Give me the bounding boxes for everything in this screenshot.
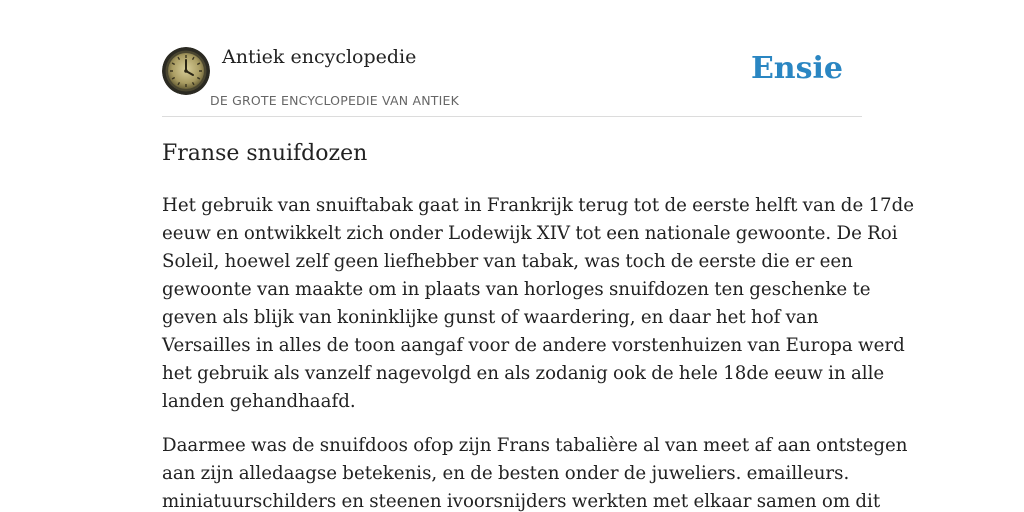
article-paragraph — [162, 432, 908, 512]
article — [162, 138, 915, 512]
ensie-logo-link[interactable]: Ensie — [750, 51, 843, 86]
paragraph-line: landen gehandhaafd. — [162, 391, 356, 412]
site-header — [162, 44, 862, 117]
paragraph-line: het gebruik als vanzelf nagevolgd en als zodanig ook de hele 18de eeuw in alle — [162, 363, 885, 384]
site-subtitle: DE GROTE ENCYCLOPEDIE VAN ANTIEK — [210, 93, 459, 108]
paragraph-line: Het gebruik van snuiftabak gaat in Frankrijk terug tot de eerste helft van de 17de — [162, 195, 915, 216]
paragraph-line: miniatuurschilders en steenen ivoorsnijders werkten met elkaar samen om dit — [162, 491, 881, 512]
paragraph-line: geven als blijk van koninklijke gunst of waardering, en daar het hof van — [162, 307, 819, 328]
paragraph-line: aan zijn alledaagse betekenis, en de besten onder de juweliers. emailleurs. — [162, 463, 850, 484]
paragraph-line: Daarmee was de snuifdoos ofop zijn Frans tabalière al van meet af aan ontstegen — [162, 435, 908, 456]
antique-clock-icon[interactable] — [162, 47, 210, 95]
paragraph-line: gewoonte van maakte om in plaats van horloges snuifdozen ten geschenke te — [162, 279, 871, 300]
article-paragraph — [162, 192, 915, 416]
article-title: Franse snuifdozen — [162, 141, 368, 166]
paragraph-line: Versailles in alles de toon aangaf voor de andere vorstenhuizen van Europa werd — [162, 335, 905, 356]
paragraph-line: Soleil, hoewel zelf geen liefhebber van tabak, was toch de eerste die er een — [162, 251, 853, 272]
paragraph-line: eeuw en ontwikkelt zich onder Lodewijk XIV tot een nationale gewoonte. De Roi — [162, 223, 898, 244]
site-title[interactable]: Antiek encyclopedie — [222, 46, 417, 68]
